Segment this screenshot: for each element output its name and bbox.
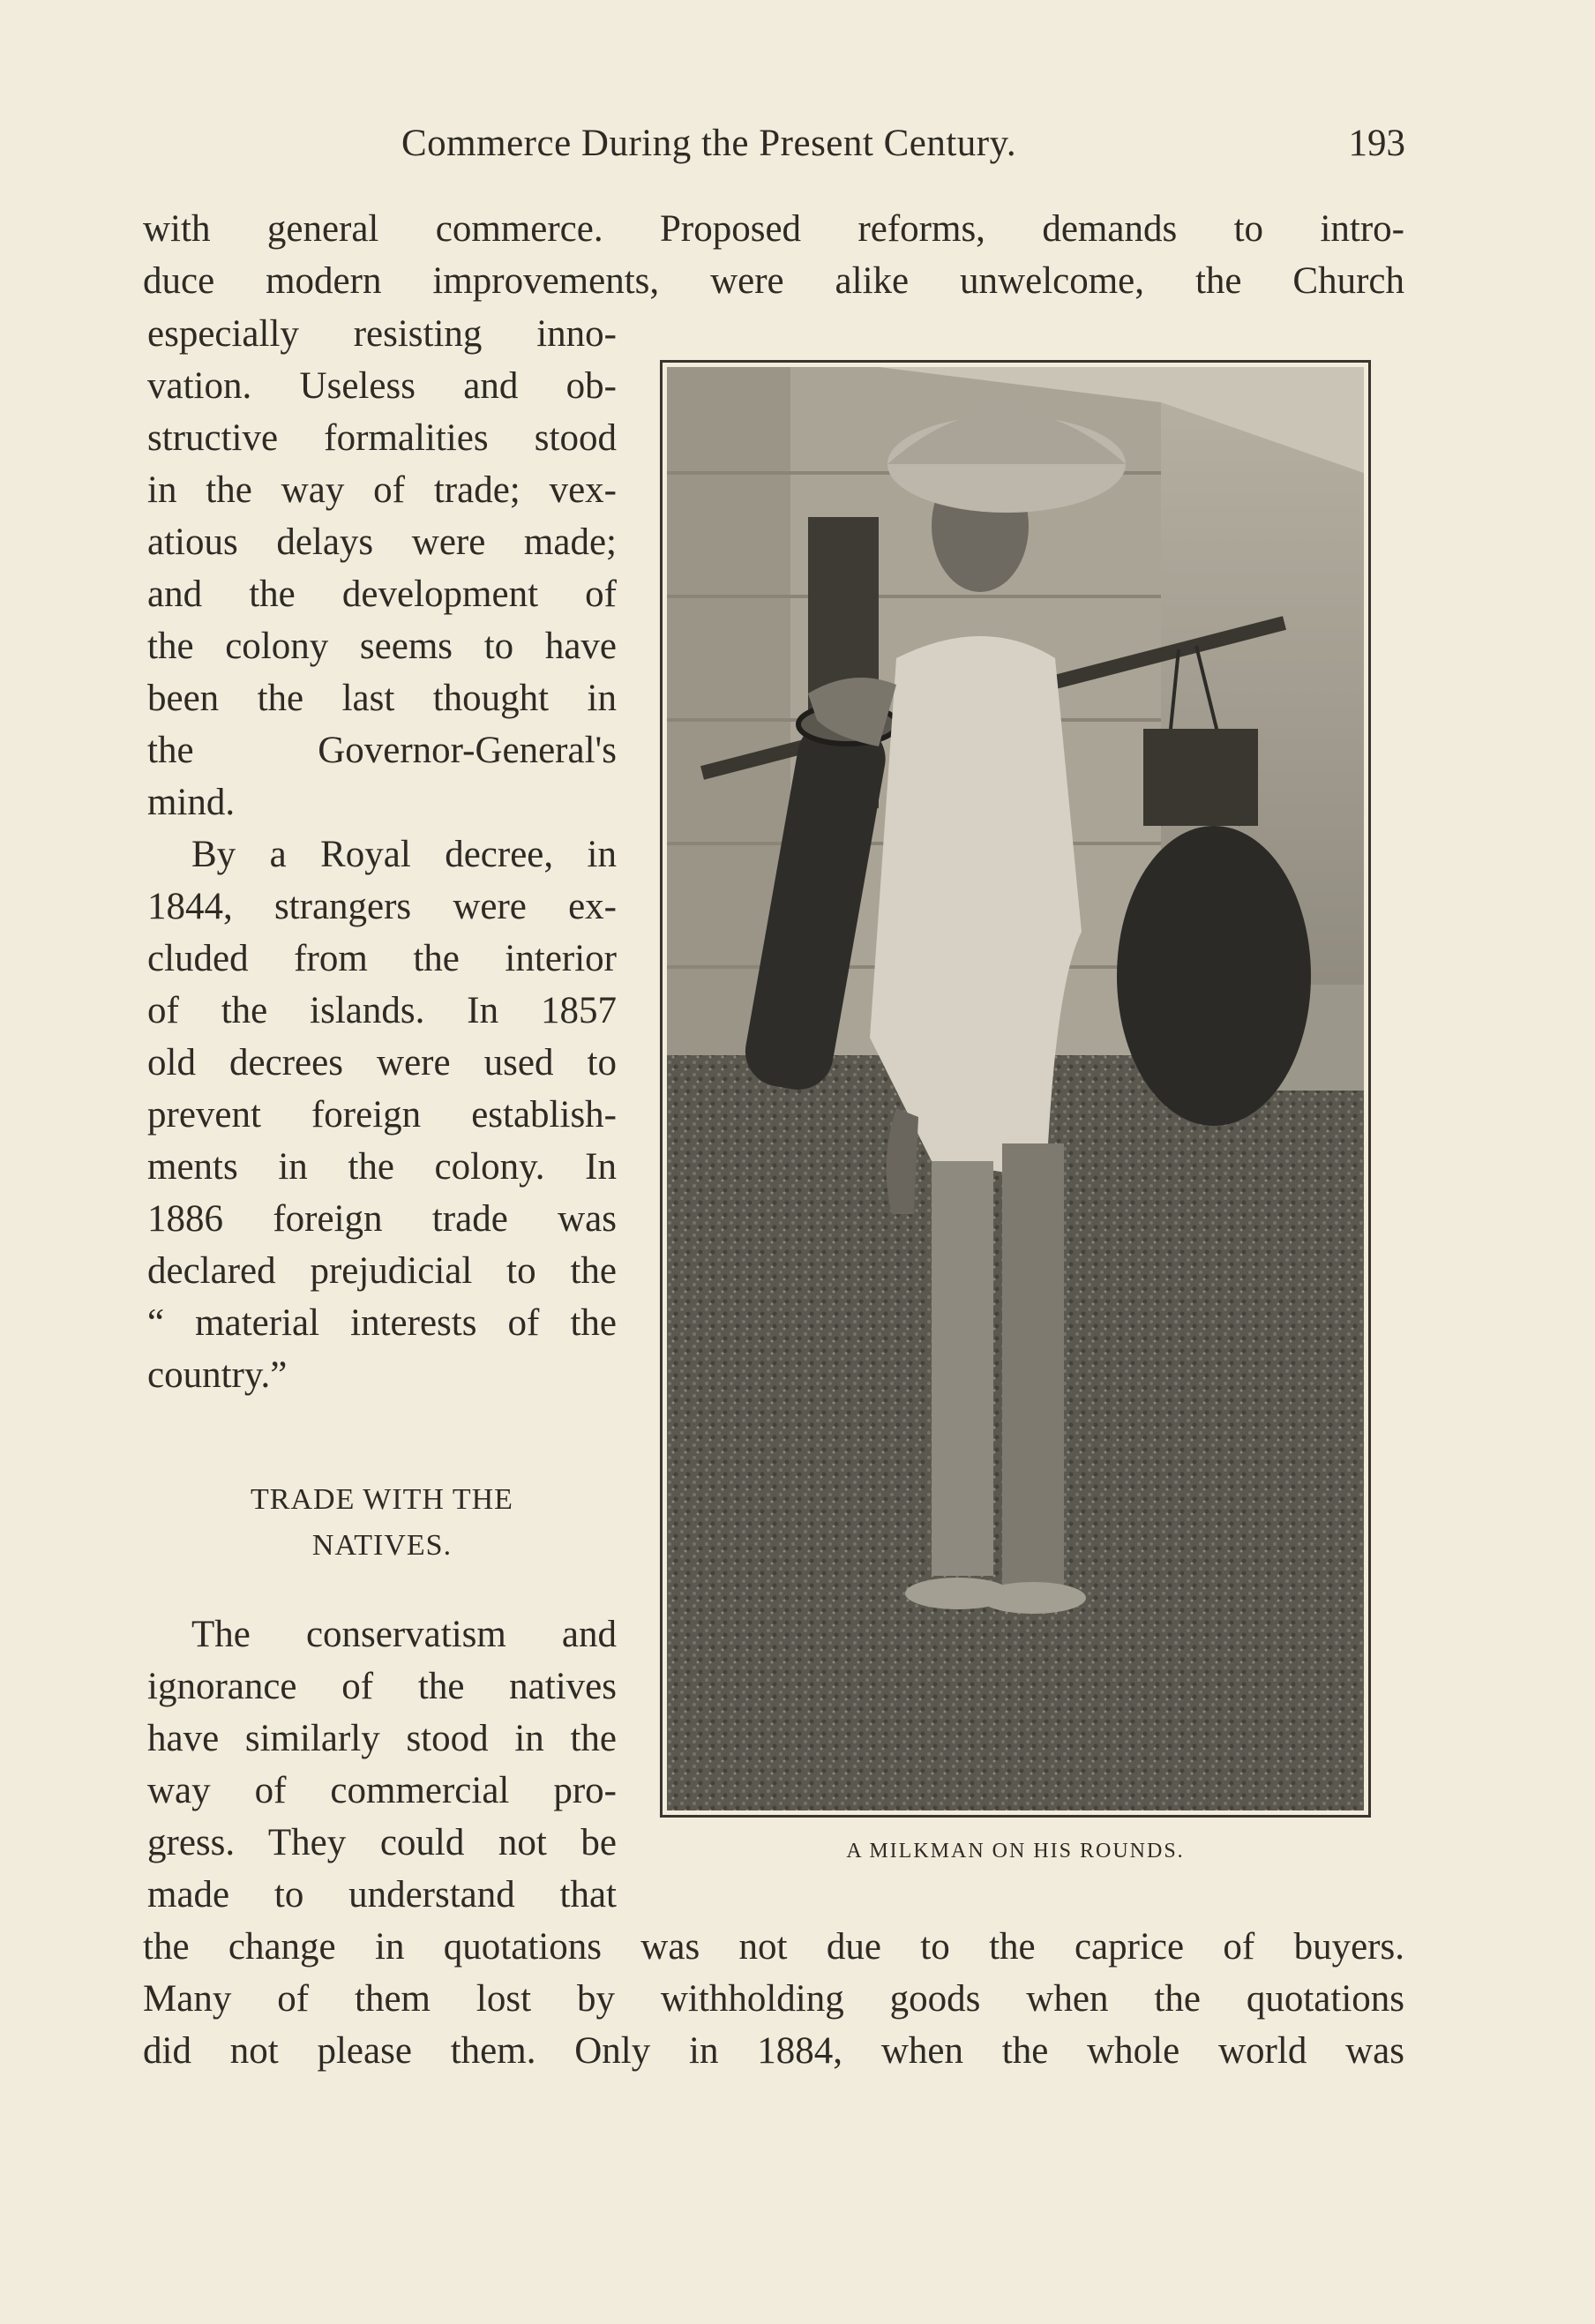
column-line: country.”	[147, 1354, 288, 1396]
body-line: duce modern improvements, were alike unwelcome, the Church	[143, 260, 1404, 302]
column-line: of the islands. In 1857	[147, 990, 617, 1031]
column-line: old decrees were used to	[147, 1042, 617, 1083]
body-line: with general commerce. Proposed reforms, demands to intro-	[143, 208, 1404, 250]
column-line: structive formalities stood	[147, 417, 617, 459]
column-line: The conservatism and	[191, 1614, 617, 1655]
column-line: atious delays were made;	[147, 521, 617, 563]
body-line: did not please them. Only in 1884, when the whole world was	[143, 2030, 1404, 2072]
page-number: 193	[1348, 123, 1405, 164]
column-line: ignorance of the natives	[147, 1666, 617, 1707]
column-line: cluded from the interior	[147, 938, 617, 979]
section-heading-line: TRADE WITH THE	[251, 1483, 513, 1516]
photo-illustration	[667, 367, 1364, 1810]
column-line: the colony seems to have	[147, 626, 617, 667]
column-line: ments in the colony. In	[147, 1146, 617, 1188]
column-line: especially resisting inno-	[147, 313, 617, 355]
column-line: been the last thought in	[147, 678, 617, 719]
column-line: prevent foreign establish-	[147, 1094, 617, 1136]
column-line: made to understand that	[147, 1874, 617, 1915]
column-line: the Governor-General's	[147, 730, 617, 771]
section-heading-line: NATIVES.	[311, 1529, 453, 1562]
column-line: “ material interests of the	[147, 1302, 617, 1344]
column-line: 1886 foreign trade was	[147, 1198, 617, 1240]
column-line: and the development of	[147, 574, 617, 615]
column-line: declared prejudicial to the	[147, 1250, 617, 1292]
figure-caption: A MILKMAN ON HIS ROUNDS.	[846, 1840, 1185, 1863]
column-line: in the way of trade; vex-	[147, 469, 617, 511]
column-line: mind.	[147, 782, 236, 823]
body-line: Many of them lost by withholding goods when the quotations	[143, 1978, 1404, 2020]
milkman-photograph	[660, 360, 1371, 1818]
body-line: the change in quotations was not due to the caprice of buyers.	[143, 1926, 1404, 1968]
column-line: vation. Useless and ob-	[147, 365, 617, 407]
column-line: 1844, strangers were ex-	[147, 886, 617, 927]
column-line: By a Royal decree, in	[191, 834, 617, 875]
running-head: Commerce During the Present Century.	[401, 123, 1017, 164]
column-line: have similarly stood in the	[147, 1718, 617, 1759]
column-line: way of commercial pro-	[147, 1770, 617, 1811]
column-line: gress. They could not be	[147, 1822, 617, 1863]
